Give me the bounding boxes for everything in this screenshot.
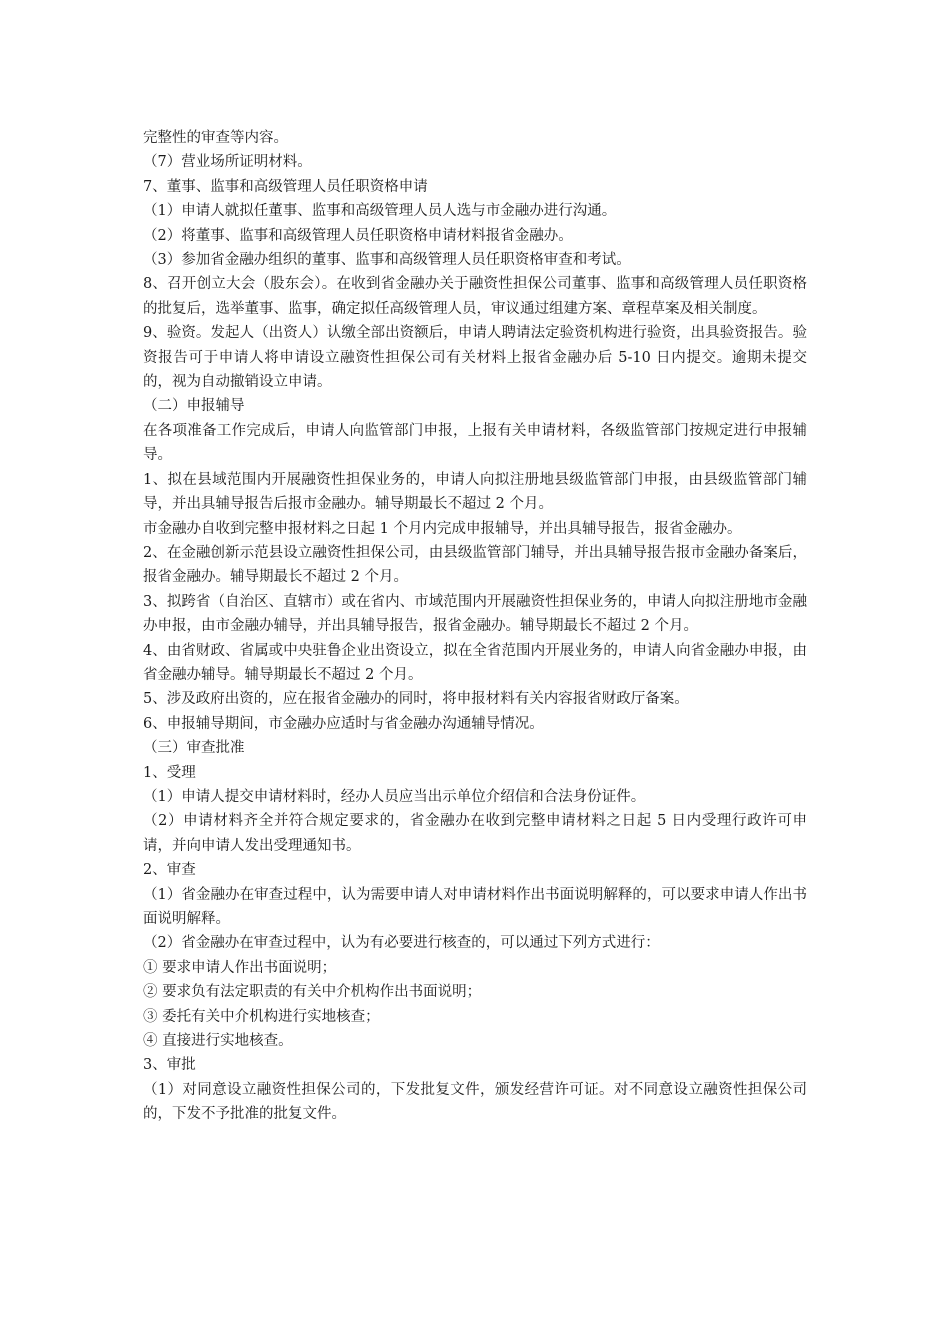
list-item: ② 要求负有法定职责的有关中介机构作出书面说明； [143,984,482,1001]
paragraph: 3、拟跨省（自治区、直辖市）或在省内、市域范围内开展融资性担保业务的，申请人向拟注册地市金融办申报，由市金融办辅导，并出具辅导报告，报省金融办。辅导期最长不超过 2 个月。 [143,593,807,635]
paragraph: 9、验资。发起人（出资人）认缴全部出资额后，申请人聘请法定验资机构进行验资，出具验资报告。验资报告可于申请人将申请设立融资性担保公司有关材料上报省金融办后 5-10 日内提交。逾期未提交的，视为自动撤销设立申请。 [143,325,807,391]
paragraph: （2）省金融办在审查过程中，认为有必要进行核查的，可以通过下列方式进行： [143,935,660,952]
section-heading: （三）审查批准 [143,740,245,757]
paragraph: （1）申请人就拟任董事、监事和高级管理人员人选与市金融办进行沟通。 [143,203,617,220]
paragraph: （1）申请人提交申请材料时，经办人员应当出示单位介绍信和合法身份证件。 [143,788,646,805]
list-item: ③ 委托有关中介机构进行实地核查； [143,1008,380,1025]
paragraph: 在各项准备工作完成后，申请人向监管部门申报，上报有关申请材料，各级监管部门按规定进行申报辅导。 [143,422,807,464]
paragraph: （2）申请材料齐全并符合规定要求的，省金融办在收到完整申请材料之日起 5 日内受理行政许可申请，并向申请人发出受理通知书。 [143,813,807,854]
paragraph: 2、在金融创新示范县设立融资性担保公司，由县级监管部门辅导，并出具辅导报告报市金融办备案后，报省金融办。辅导期最长不超过 2 个月。 [143,544,807,586]
document-body [143,126,807,1127]
list-item: ④ 直接进行实地核查。 [143,1033,293,1050]
paragraph: （1）省金融办在审查过程中，认为需要申请人对申请材料作出书面说明解释的，可以要求申请人作出书面说明解释。 [143,886,807,927]
section-heading: 7、董事、监事和高级管理人员任职资格申请 [143,178,428,195]
paragraph: 1、拟在县域范围内开展融资性担保业务的，申请人向拟注册地县级监管部门申报，由县级监管部门辅导，并出具辅导报告后报市金融办。辅导期最长不超过 2 个月。 [143,471,807,513]
subsection-heading: 2、审查 [143,862,196,879]
paragraph: 市金融办自收到完整申报材料之日起 1 个月内完成申报辅导，并出具辅导报告，报省金融办。 [143,520,742,537]
paragraph: 完整性的审查等内容。 [143,130,288,146]
paragraph: 8、召开创立大会（股东会）。在收到省金融办关于融资性担保公司董事、监事和高级管理人员任职资格的批复后，选举董事、监事，确定拟任高级管理人员，审议通过组建方案、章程草案及相关制度。 [143,276,807,317]
paragraph: （2）将董事、监事和高级管理人员任职资格申请材料报省金融办。 [143,227,573,244]
paragraph: （3）参加省金融办组织的董事、监事和高级管理人员任职资格审查和考试。 [143,252,631,269]
paragraph: 6、申报辅导期间，市金融办应适时与省金融办沟通辅导情况。 [143,715,544,732]
subsection-heading: 1、受理 [143,764,196,781]
section-heading: （二）申报辅导 [143,398,245,415]
paragraph: 5、涉及政府出资的，应在报省金融办的同时，将申报材料有关内容报省财政厅备案。 [143,691,689,708]
list-item: ① 要求申请人作出书面说明； [143,959,337,976]
subsection-heading: 3、审批 [143,1057,196,1074]
paragraph: （7）营业场所证明材料。 [143,154,312,171]
paragraph: （1）对同意设立融资性担保公司的，下发批复文件，颁发经营许可证。对不同意设立融资性担保公司的，下发不予批准的批复文件。 [143,1081,807,1123]
paragraph: 4、由省财政、省属或中央驻鲁企业出资设立，拟在全省范围内开展业务的，申请人向省金融办申报，由省金融办辅导。辅导期最长不超过 2 个月。 [143,642,807,683]
